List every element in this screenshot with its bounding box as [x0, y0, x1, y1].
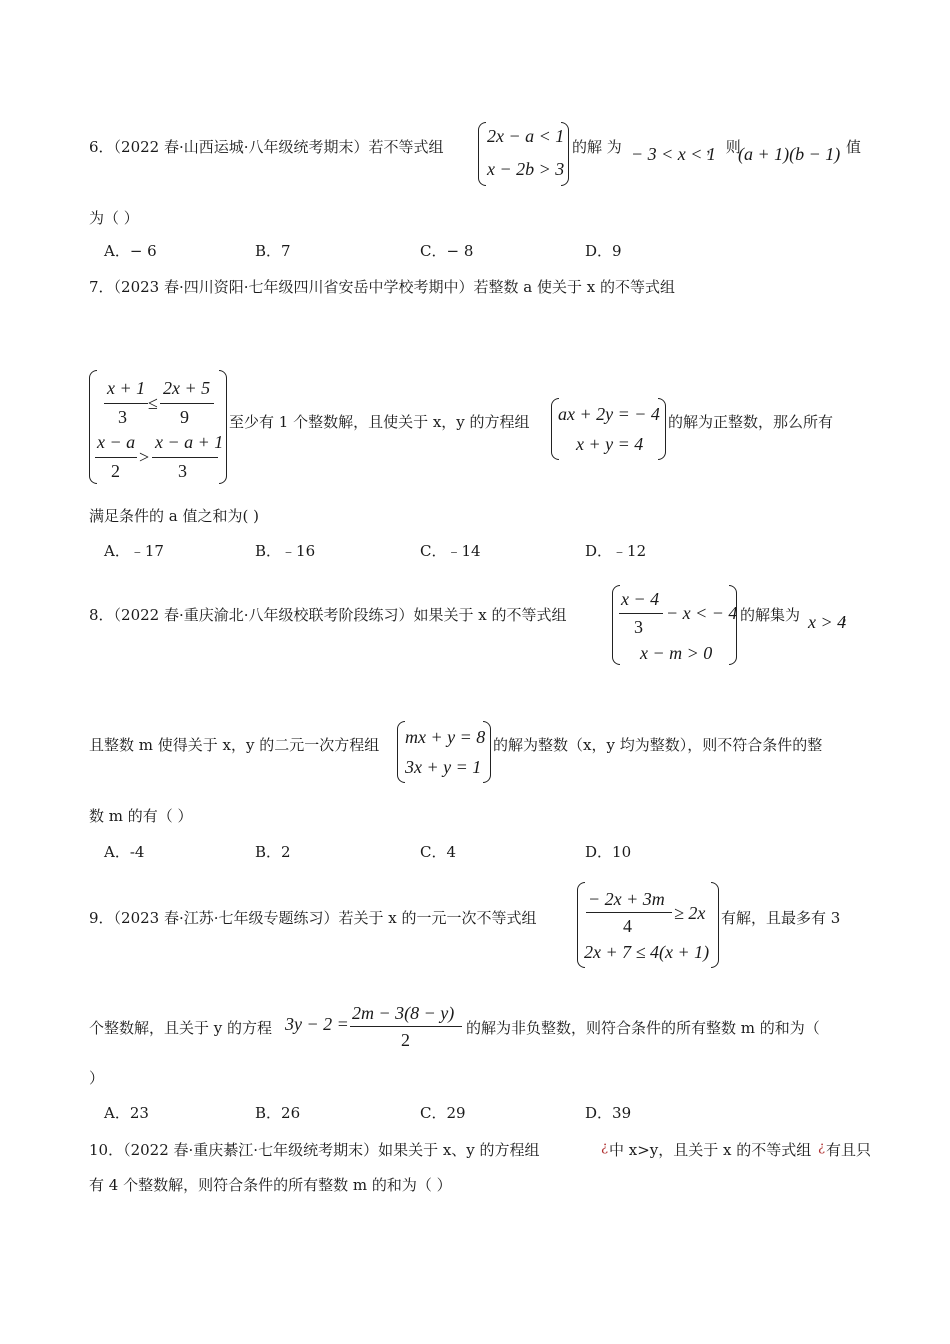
- q7-right-brace: [219, 370, 227, 484]
- q9-line3: ）: [89, 1069, 105, 1087]
- q8-row2: x − m > 0: [640, 643, 713, 663]
- q8-sys-row2: 3x + y = 1: [405, 757, 482, 777]
- q9-option-b: B．26: [255, 1104, 301, 1122]
- q7-frac4-num: x − a + 1: [155, 432, 224, 452]
- q10-line1b: 中 x>y，且关于 x 的不等式组: [609, 1141, 812, 1159]
- q7-frac2-den: 9: [180, 407, 189, 427]
- q6-sys-row2: x − 2b > 3: [487, 159, 565, 179]
- q8-line3: 数 m 的有（ ）: [89, 807, 193, 825]
- q9-row2: 2x + 7 ≤ 4(x + 1): [584, 942, 710, 962]
- q7-option-a: A．﹣17: [104, 542, 164, 560]
- q8-option-a: A．-4: [104, 843, 145, 861]
- q7-sys-right-brace: [658, 398, 666, 460]
- q7-frac4-den: 3: [178, 461, 187, 481]
- q9-option-c: C．29: [420, 1104, 466, 1122]
- q10-missing-glyph-1: ¿: [601, 1140, 608, 1155]
- q8-frac-den: 3: [634, 617, 643, 637]
- q7-frac3-bar: [95, 457, 137, 458]
- q8-right-brace: [729, 585, 737, 665]
- q8-comma: ，: [842, 606, 858, 624]
- q6-tail: 值: [846, 138, 862, 156]
- q7-frac1-num: x + 1: [107, 378, 146, 398]
- q6-sys-row1: 2x − a < 1: [487, 126, 565, 146]
- q9-ineq-rest: ≥ 2x: [674, 903, 706, 923]
- q9-frac-den: 4: [623, 916, 632, 936]
- q8-line2b: 的解为整数（x，y 均为整数），则不符合条件的整: [493, 736, 823, 754]
- q9-line2a: 个整数解，且关于 y 的方程: [89, 1019, 273, 1037]
- q9-tail: 有解，且最多有 3: [721, 909, 841, 927]
- q6-expression: (a + 1)(b − 1): [738, 144, 841, 164]
- q7-sys-row2: x + y = 4: [576, 434, 644, 454]
- q8-frac-bar: [619, 613, 663, 614]
- q9-frac-bar: [586, 912, 672, 913]
- q10-line2: 有 4 个整数解，则符合条件的所有整数 m 的和为（ ）: [89, 1176, 452, 1194]
- q6-left-brace: [478, 122, 486, 186]
- q9-eq-left: 3y − 2 =: [285, 1014, 349, 1034]
- q8-sys-right-brace: [483, 721, 491, 783]
- q7-option-d: D．﹣12: [585, 542, 647, 560]
- q7-le-sign: ≤: [148, 393, 158, 413]
- q7-mid: 至少有 1 个整数解，且使关于 x，y 的方程组: [229, 413, 530, 431]
- q10-line1c: 有且只: [826, 1141, 872, 1159]
- q6-line2: 为（ ）: [89, 209, 139, 227]
- q8-sys-left-brace: [397, 721, 405, 783]
- q8-mid: 的解集为: [740, 606, 801, 624]
- q7-option-b: B．﹣16: [255, 542, 316, 560]
- q8-option-d: D．10: [585, 843, 632, 861]
- q6-option-c: C．− 8: [420, 242, 474, 260]
- q8-option-b: B．2: [255, 843, 291, 861]
- q7-frac1-den: 3: [118, 407, 127, 427]
- q6-option-d: D．9: [585, 242, 622, 260]
- q8-sys-row1: mx + y = 8: [405, 727, 486, 747]
- q8-stem: 8．（2022 春·重庆渝北·八年级校联考阶段练习）如果关于 x 的不等式组: [89, 606, 567, 624]
- q10-line1a: 10．（2022 春·重庆綦江·七年级统考期末）如果关于 x、y 的方程组: [89, 1141, 540, 1159]
- q6-option-a: A．− 6: [104, 242, 157, 260]
- q10-missing-glyph-2: ¿: [818, 1140, 825, 1155]
- q6-option-b: B．7: [255, 242, 291, 260]
- q6-mid: 的解 为: [572, 138, 622, 156]
- q7-left-brace: [89, 370, 97, 484]
- q7-option-c: C．﹣14: [420, 542, 481, 560]
- q6-comma: ， 则: [706, 138, 741, 156]
- q7-frac3-num: x − a: [97, 432, 136, 452]
- q7-frac4-bar: [152, 457, 218, 458]
- q9-frac-num: − 2x + 3m: [588, 889, 665, 909]
- q6-solution: − 3 < x < 1: [631, 144, 716, 164]
- q7-frac3-den: 2: [111, 461, 120, 481]
- q7-stem: 7．（2023 春·四川资阳·七年级四川省安岳中学校考期中）若整数 a 使关于 x 的不等式组: [89, 278, 675, 296]
- q7-frac2-num: 2x + 5: [163, 378, 211, 398]
- q8-option-c: C．4: [420, 843, 457, 861]
- q9-eq-den: 2: [401, 1030, 410, 1050]
- q9-option-d: D．39: [585, 1104, 632, 1122]
- q9-right-brace: [711, 882, 719, 968]
- q8-left-brace: [612, 585, 620, 665]
- q6-stem: 6．（2022 春·山西运城·八年级统考期末）若不等式组: [89, 138, 444, 156]
- q9-option-a: A．23: [104, 1104, 149, 1122]
- q7-line3: 满足条件的 a 值之和为( ): [89, 507, 259, 525]
- q8-solution: x > 4: [808, 612, 847, 632]
- q7-frac1-bar: [104, 403, 148, 404]
- q9-stem: 9．（2023 春·江苏·七年级专题练习）若关于 x 的一元一次不等式组: [89, 909, 537, 927]
- q7-sys-row1: ax + 2y = − 4: [558, 404, 660, 424]
- q7-gt-sign: >: [139, 447, 150, 467]
- q9-eq-num: 2m − 3(8 − y): [352, 1003, 455, 1023]
- q6-right-brace: [561, 122, 569, 186]
- q8-line2a: 且整数 m 使得关于 x，y 的二元一次方程组: [89, 736, 380, 754]
- q8-frac-num: x − 4: [621, 589, 660, 609]
- q9-line2b: 的解为非负整数，则符合条件的所有整数 m 的和为（: [466, 1019, 820, 1037]
- q7-tail: 的解为正整数，那么所有: [668, 413, 834, 431]
- q7-frac2-bar: [160, 403, 214, 404]
- q9-eq-bar: [350, 1026, 462, 1027]
- q8-ineq-rest: − x < − 4: [666, 603, 738, 623]
